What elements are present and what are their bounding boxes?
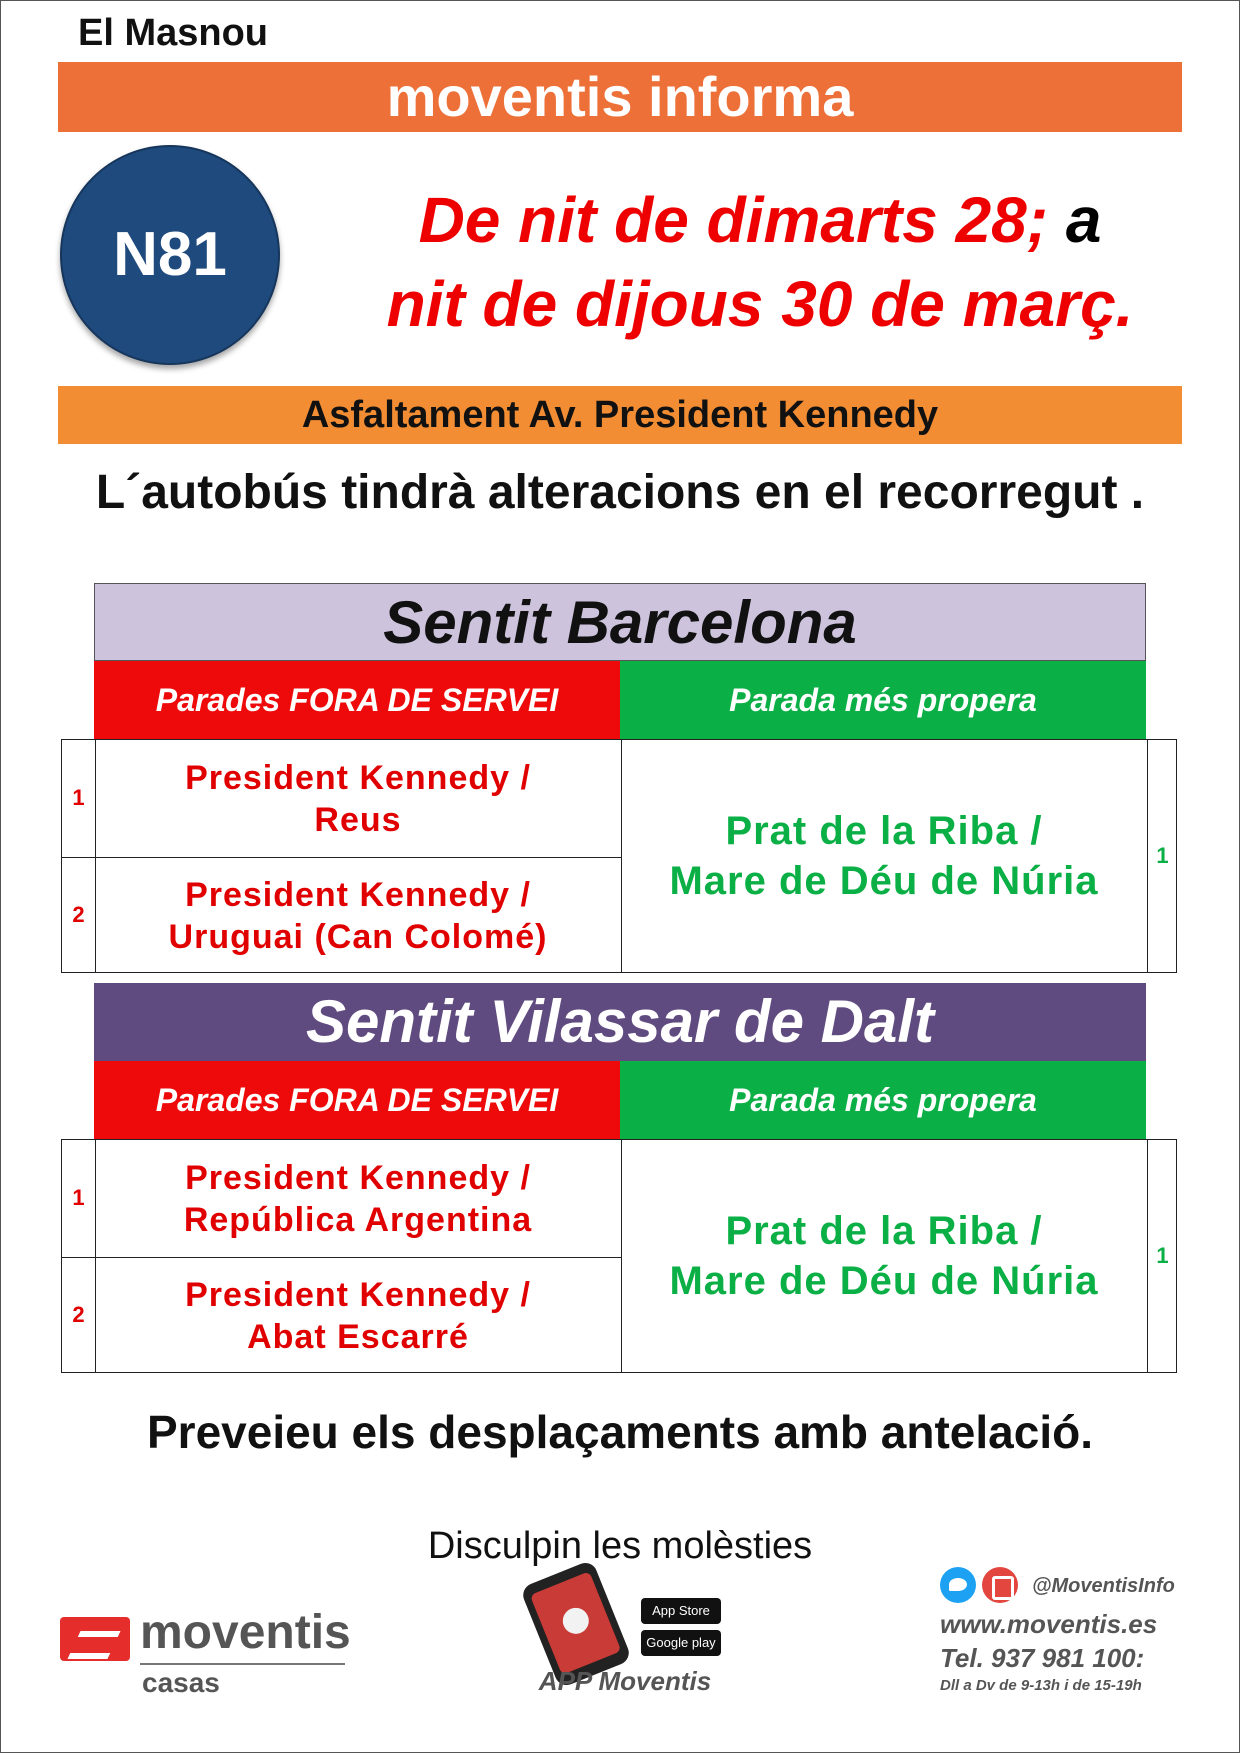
- office-hours: Dll a Dv de 9-13h i de 15-19h: [940, 1677, 1142, 1694]
- stop-line-2: República Argentina: [183, 1200, 533, 1239]
- nearest-stop-line-2: Mare de Déu de Núria: [669, 1259, 1099, 1303]
- column-header-nearest-stop: Parada més propera: [620, 1061, 1146, 1139]
- moventis-informa-banner: moventis informa: [58, 62, 1182, 132]
- column-header-out-of-service: Parades FORA DE SERVEI: [94, 1061, 620, 1139]
- stop-index: 2: [72, 902, 85, 927]
- line-badge: N81: [60, 145, 280, 365]
- out-of-service-stop: [95, 740, 621, 857]
- section-title-vilassar: Sentit Vilassar de Dalt: [94, 983, 1146, 1061]
- app-label: APP Moventis: [538, 1666, 712, 1696]
- apology-text: Disculpin les molèsties: [427, 1525, 813, 1567]
- nearest-stop: [621, 1140, 1147, 1372]
- date-line-1: [310, 178, 1210, 262]
- stop-index: 1: [72, 1185, 85, 1210]
- advice-text: Preveieu els desplaçaments amb antelació.: [146, 1406, 1093, 1458]
- stop-index: 2: [72, 1302, 85, 1327]
- stop-line-2: Uruguai (Can Colomé): [168, 917, 548, 956]
- moventis-logo-icon: [60, 1617, 130, 1661]
- column-header-out-of-service: Parades FORA DE SERVEI: [94, 661, 620, 739]
- contact-info: [930, 1565, 1190, 1700]
- stop-line-2: Reus: [314, 800, 402, 839]
- stop-line-1: President Kennedy /: [185, 758, 531, 797]
- logo-name: moventis: [140, 1606, 351, 1659]
- nearest-stop-line-2: Mare de Déu de Núria: [669, 859, 1099, 903]
- town-name: El Masnou: [78, 12, 269, 54]
- nearest-stop-line-1: Prat de la Riba /: [725, 1209, 1043, 1253]
- logo-sub: casas: [142, 1667, 220, 1698]
- date-line-2: nit de dijous 30 de març.: [386, 268, 1134, 340]
- date-notice: [310, 178, 1210, 346]
- bus-app-icon[interactable]: [982, 1567, 1018, 1603]
- stop-line-1: President Kennedy /: [185, 1275, 531, 1314]
- twitter-icon[interactable]: [940, 1567, 976, 1603]
- nearest-stop-index: 1: [1156, 843, 1169, 868]
- column-header-nearest-stop: Parada més propera: [620, 661, 1146, 739]
- nearest-stop-line-1: Prat de la Riba /: [725, 809, 1043, 853]
- phone-number: Tel. 937 981 100:: [940, 1643, 1145, 1673]
- stops-table-barcelona: [61, 739, 1177, 973]
- route-alteration-notice: L´autobús tindrà alteracions en el recorregut .: [95, 466, 1145, 519]
- out-of-service-stop: [95, 1140, 621, 1257]
- section-title-barcelona: Sentit Barcelona: [94, 583, 1146, 661]
- app-store-badge[interactable]: App Store: [641, 1598, 721, 1624]
- stops-table-vilassar: [61, 1139, 1177, 1373]
- stop-index: 1: [72, 785, 85, 810]
- app-promo: [515, 1568, 735, 1698]
- nearest-stop: [621, 740, 1147, 972]
- logo-rule: [140, 1663, 345, 1665]
- date-line-1-black: a: [1065, 184, 1102, 256]
- website-link[interactable]: www.moventis.es: [940, 1609, 1158, 1639]
- google-play-badge[interactable]: Google play: [641, 1630, 721, 1656]
- out-of-service-stop: [95, 1257, 621, 1374]
- date-line-1-red: De nit de dimarts 28;: [418, 184, 1049, 256]
- out-of-service-stop: [95, 857, 621, 974]
- stop-line-1: President Kennedy /: [185, 875, 531, 914]
- nearest-stop-index: 1: [1156, 1243, 1169, 1268]
- stop-line-2: Abat Escarré: [247, 1317, 469, 1356]
- reason-banner: Asfaltament Av. President Kennedy: [58, 386, 1182, 444]
- moventis-logo: [60, 1605, 360, 1700]
- stop-line-1: President Kennedy /: [185, 1158, 531, 1197]
- twitter-handle[interactable]: @MoventisInfo: [1032, 1575, 1175, 1597]
